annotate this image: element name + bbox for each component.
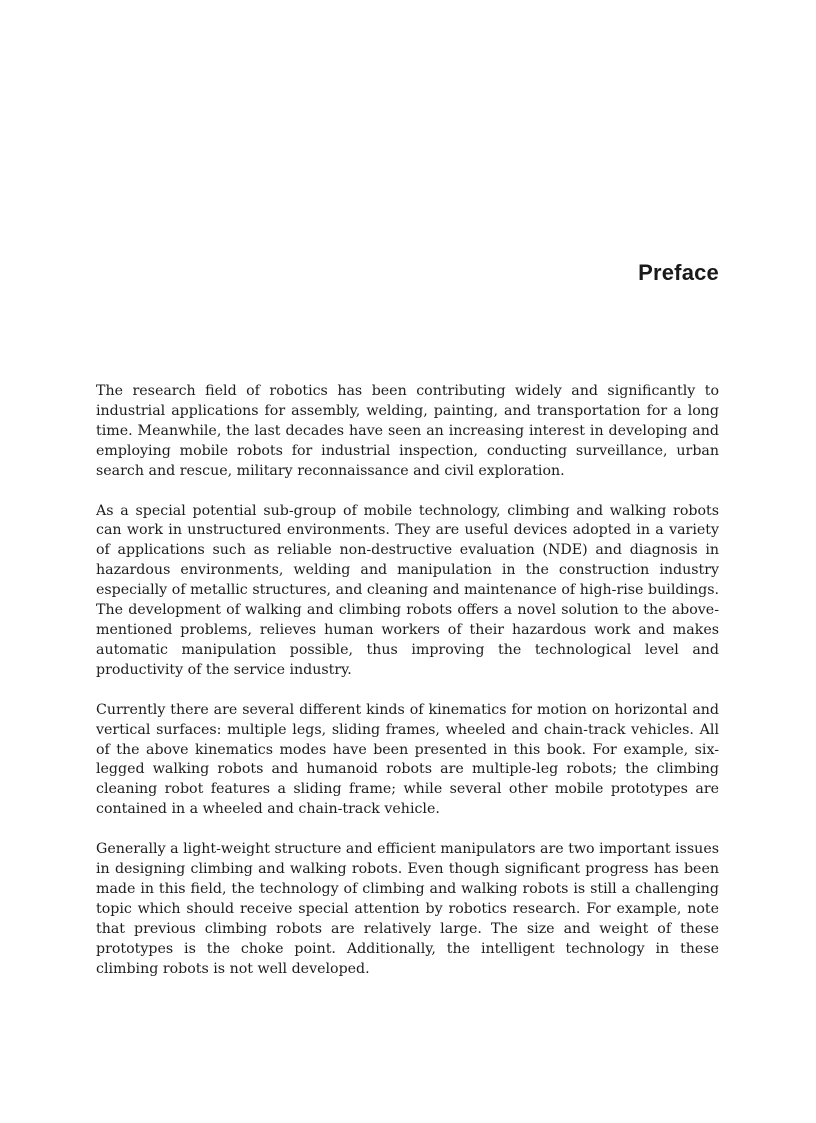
paragraph-1: The research field of robotics has been contributing widely and significantly to industrial applications for assembly, welding, painting, and transportation for a long time. Meanwhile, the last decades have seen an increasing interest in developing and employing mobile robots for industrial inspection, conducting surveillance, urban search and rescue, military reconnaissance and civil exploration. [96,383,719,479]
paragraph-2: As a special potential sub-group of mobile technology, climbing and walking robots can work in unstructured environments. They are useful devices adopted in a variety of applications such as reliable non-destructive evaluation (NDE) and diagnosis in hazardous environments, welding and manipulation in the construction industry especially of metallic structures, and cleaning and maintenance of high-rise buildings. The development of walking and climbing robots offers a novel solution to the above-mentioned problems, relieves human workers of their hazardous work and makes automatic manipulation possible, thus improving the technological level and productivity of the service industry. [96,502,719,678]
preface-body [96,382,719,979]
paragraph-4: Generally a light-weight structure and efficient manipulators are two important issues in designing climbing and walking robots. Even though significant progress has been made in this field, the technology of climbing and walking robots is still a challenging topic which should receive special attention by robotics research. For example, note that previous climbing robots are relatively large. The size and weight of these prototypes is the choke point. Additionally, the intelligent technology in these climbing robots is not well developed. [96,841,719,977]
chapter-title: Preface [638,260,719,285]
paragraph-3: Currently there are several different kinds of kinematics for motion on horizontal and vertical surfaces: multiple legs, sliding frames, wheeled and chain-track vehicles. All of the above kinematics modes have been presented in this book. For example, six-legged walking robots and humanoid robots are multiple-leg robots; the climbing cleaning robot features a sliding frame; while several other mobile prototypes are contained in a wheeled and chain-track vehicle. [96,701,719,818]
